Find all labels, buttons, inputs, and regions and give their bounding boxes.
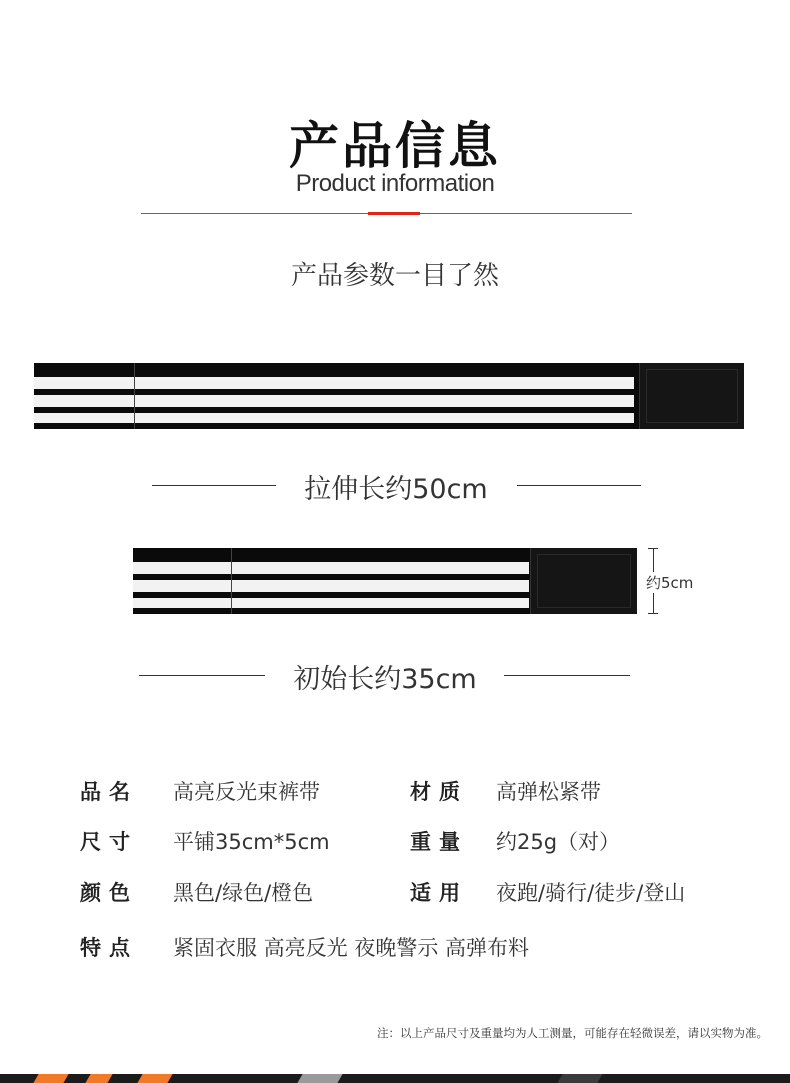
width-marker-bottom (648, 613, 658, 614)
spec-value-size: 平铺35cm*5cm (173, 830, 330, 854)
spec-label-usage: 适用 (410, 881, 468, 905)
header-divider-accent (368, 212, 420, 215)
spec-label-material: 材质 (410, 780, 468, 804)
section-subtitle: 产品参数一目了然 (290, 261, 499, 291)
disclaimer-note: 注：以上产品尺寸及重量均为人工测量，可能存在轻微误差，请以实物为准。 (377, 1026, 768, 1040)
spec-value-material: 高弹松紧带 (496, 780, 601, 804)
spec-value-features: 紧固衣服 高亮反光 夜晚警示 高弹布料 (173, 936, 530, 960)
initial-length-caption: 初始长约35cm (293, 664, 477, 695)
spec-label-color: 颜色 (80, 881, 138, 905)
width-label: 约5cm (646, 574, 694, 592)
strap-image-initial (133, 548, 637, 614)
caption-line-left (139, 675, 265, 676)
spec-label-weight: 重量 (410, 830, 468, 854)
strap-image-stretched (34, 363, 744, 429)
page-title-english: Product information (295, 170, 495, 197)
spec-value-color: 黑色/绿色/橙色 (173, 881, 314, 905)
caption-line-right (517, 485, 641, 486)
spec-label-size: 尺寸 (80, 830, 138, 854)
spec-value-weight: 约25g（对） (496, 830, 621, 854)
bottom-decorative-bar (0, 1074, 790, 1083)
spec-value-name: 高亮反光束裤带 (173, 780, 320, 804)
spec-value-usage: 夜跑/骑行/徒步/登山 (496, 881, 686, 905)
stretched-length-caption: 拉伸长约50cm (304, 474, 488, 505)
page-title: 产品信息 (289, 117, 501, 175)
caption-line-right (504, 675, 630, 676)
caption-line-left (152, 485, 276, 486)
spec-label-features: 特点 (80, 936, 138, 960)
spec-label-name: 品名 (80, 780, 138, 804)
